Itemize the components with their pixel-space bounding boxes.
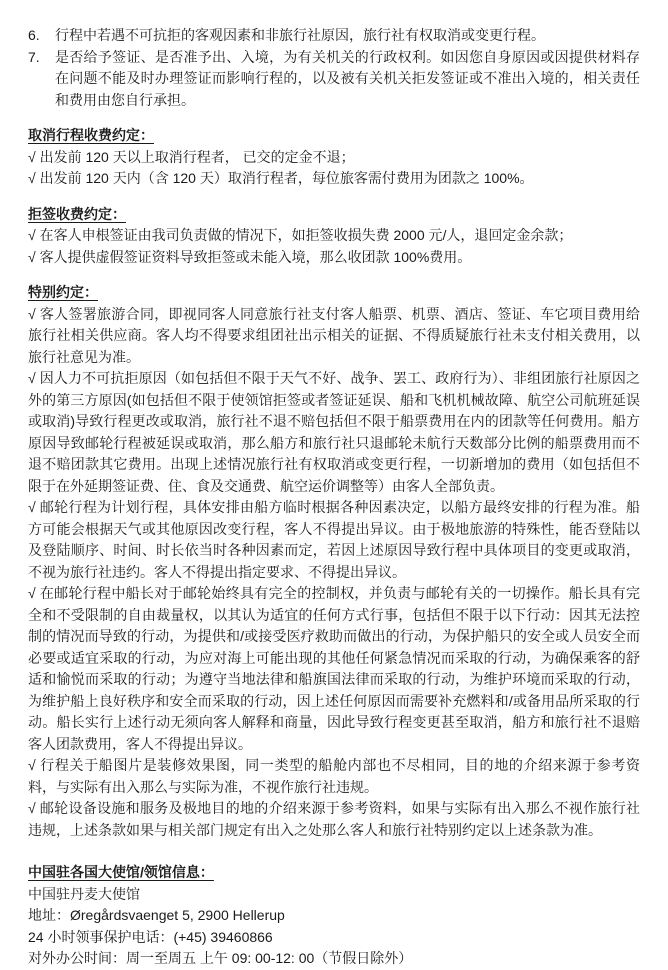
special-terms-item-6: √ 邮轮设备设施和服务及极地目的地的介绍来源于参考资料，如果与实际有出入那么不视作旅行社违规，上述条款如果与相关部门规定有出入之处那么客人和旅行社特别约定以上述条款为准。 (28, 800, 640, 838)
cancellation-fees-item-1: √ 出发前 120 天以上取消行程者， 已交的定金不退； (28, 148, 355, 165)
section-heading-visa-refusal-fees: 拒签收费约定： (28, 205, 126, 222)
list-item-7 (28, 47, 640, 112)
embassy-office-hours: 对外办公时间：周一至周五 上午 09: 00-12: 00（节假日除外） (28, 950, 413, 966)
special-terms-item-5: √ 行程关于船图片是装修效果图，同一类型的船舱内部也不尽相同，目的地的介绍来源于参考资料，与实际有出入那么与实际为准，不视作旅行社违规。 (28, 757, 640, 795)
section-heading-cancellation-fees: 取消行程收费约定： (28, 127, 154, 143)
visa-refusal-item-2: √ 客人提供虚假签证资料导致拒签或未能入境，那么收团款 100%费用。 (28, 248, 472, 265)
list-item-6-text: 行程中若遇不可抗拒的客观因素和非旅行社原因，旅行社有权取消或变更行程。 (55, 27, 545, 43)
special-terms-item-1: √ 客人签署旅游合同，即视同客人同意旅行社支付客人船票、机票、酒店、签证、车它项目费用给旅行社相关供应商。客人均不得要求组团社出示相关的证据、不得质疑旅行社未支付相关费用，以旅行社意见为准。 (28, 305, 640, 365)
cancellation-fees-item-2: √ 出发前 120 天内（含 120 天）取消行程者，每位旅客需付费用为团款之 100%。 (28, 170, 534, 186)
visa-refusal-item-1: √ 在客人申根签证由我司负责做的情况下，如拒签收损失费 2000 元/人，退回定金余款； (28, 227, 573, 243)
section-heading-special-terms: 特别约定： (28, 284, 98, 300)
list-item-7-number: 7. (28, 48, 40, 65)
embassy-phone: 24 小时领事保护电话：(+45) 39460866 (28, 928, 273, 945)
embassy-name: 中国驻丹麦大使馆 (28, 885, 140, 902)
list-item-7-text: 是否给予签证、是否准予出、入境，为有关机关的行政权利。如因您自身原因或因提供材料存在问题不能及时办理签证而影响行程的，以及被有关机关拒发签证或不准出入境的，相关责任和费用由您自行承担。 (55, 48, 640, 108)
list-item-6-number: 6. (28, 27, 40, 43)
special-terms-item-3: √ 邮轮行程为计划行程，具体安排由船方临时根据各种因素决定，以船方最终安排的行程为准。船方可能会根据天气或其他原因改变行程，客人不得提出异议。由于极地旅游的特殊性，能否登陆以及登陆顺序、时间、时长依当时各种因素而定，若因上述原因导致行程中具体项目的变更或取消，不视为旅行社违约。客人不得提出指定要求、不得提出异议。 (28, 499, 640, 580)
embassy-address: 地址：Øregårdsvaenget 5, 2900 Hellerup (28, 907, 285, 923)
list-item-6 (28, 25, 640, 47)
special-terms-item-4: √ 在邮轮行程中船长对于邮轮始终具有完全的控制权，并负责与邮轮有关的一切操作。船长具有完全和不受限制的自由裁量权，以其认为适宜的任何方式行事，包括但不限于以下行动：因其无法控制的情况而导致的行动，为提供和/或接受医疗救助而做出的行动，为保护船只的安全或人员安全而必要或适宜采取的行动，为应对海上可能出现的其他任何紧急情况而采取的行动，为确保乘客的舒适和愉悦而采取的行动；为遵守当地法律和船旗国法律而采取的行动，为维护环境而采取的行动，为维护船上良好秩序和安全而采取的行动，因上述任何原因而需要补充燃料和/或备用品所采取的行动。船长实行上述行动无须向客人解释和商量，因此导致行程变更甚至取消，船方和旅行社不退赔客人团款费用，客人不得提出异议。 (28, 585, 640, 752)
special-terms-item-2: √ 因人力不可抗拒原因（如包括但不限于天气不好、战争、罢工、政府行为）、非组团旅行社原因之外的第三方原因(如包括但不限于使领馆拒签或者签证延误、船和飞机机械故障、航空公司航班延误或取消)导致行程更改或取消，旅行社不退不赔包括但不限于船票费用在内的团款等任何费用。船方原因导致邮轮行程被延误或取消，那么船方和旅行社只退邮轮未航行天数部分比例的船票费用而不退不赔团款其它费用。出现上述情况旅行社有权取消或变更行程，一切新增加的费用（如包括但不限于在外延期签证费、住、食及交通费、航空运价调整等）由客人全部负责。 (28, 370, 640, 494)
section-heading-embassy-info: 中国驻各国大使馆/领馆信息： (28, 864, 214, 880)
